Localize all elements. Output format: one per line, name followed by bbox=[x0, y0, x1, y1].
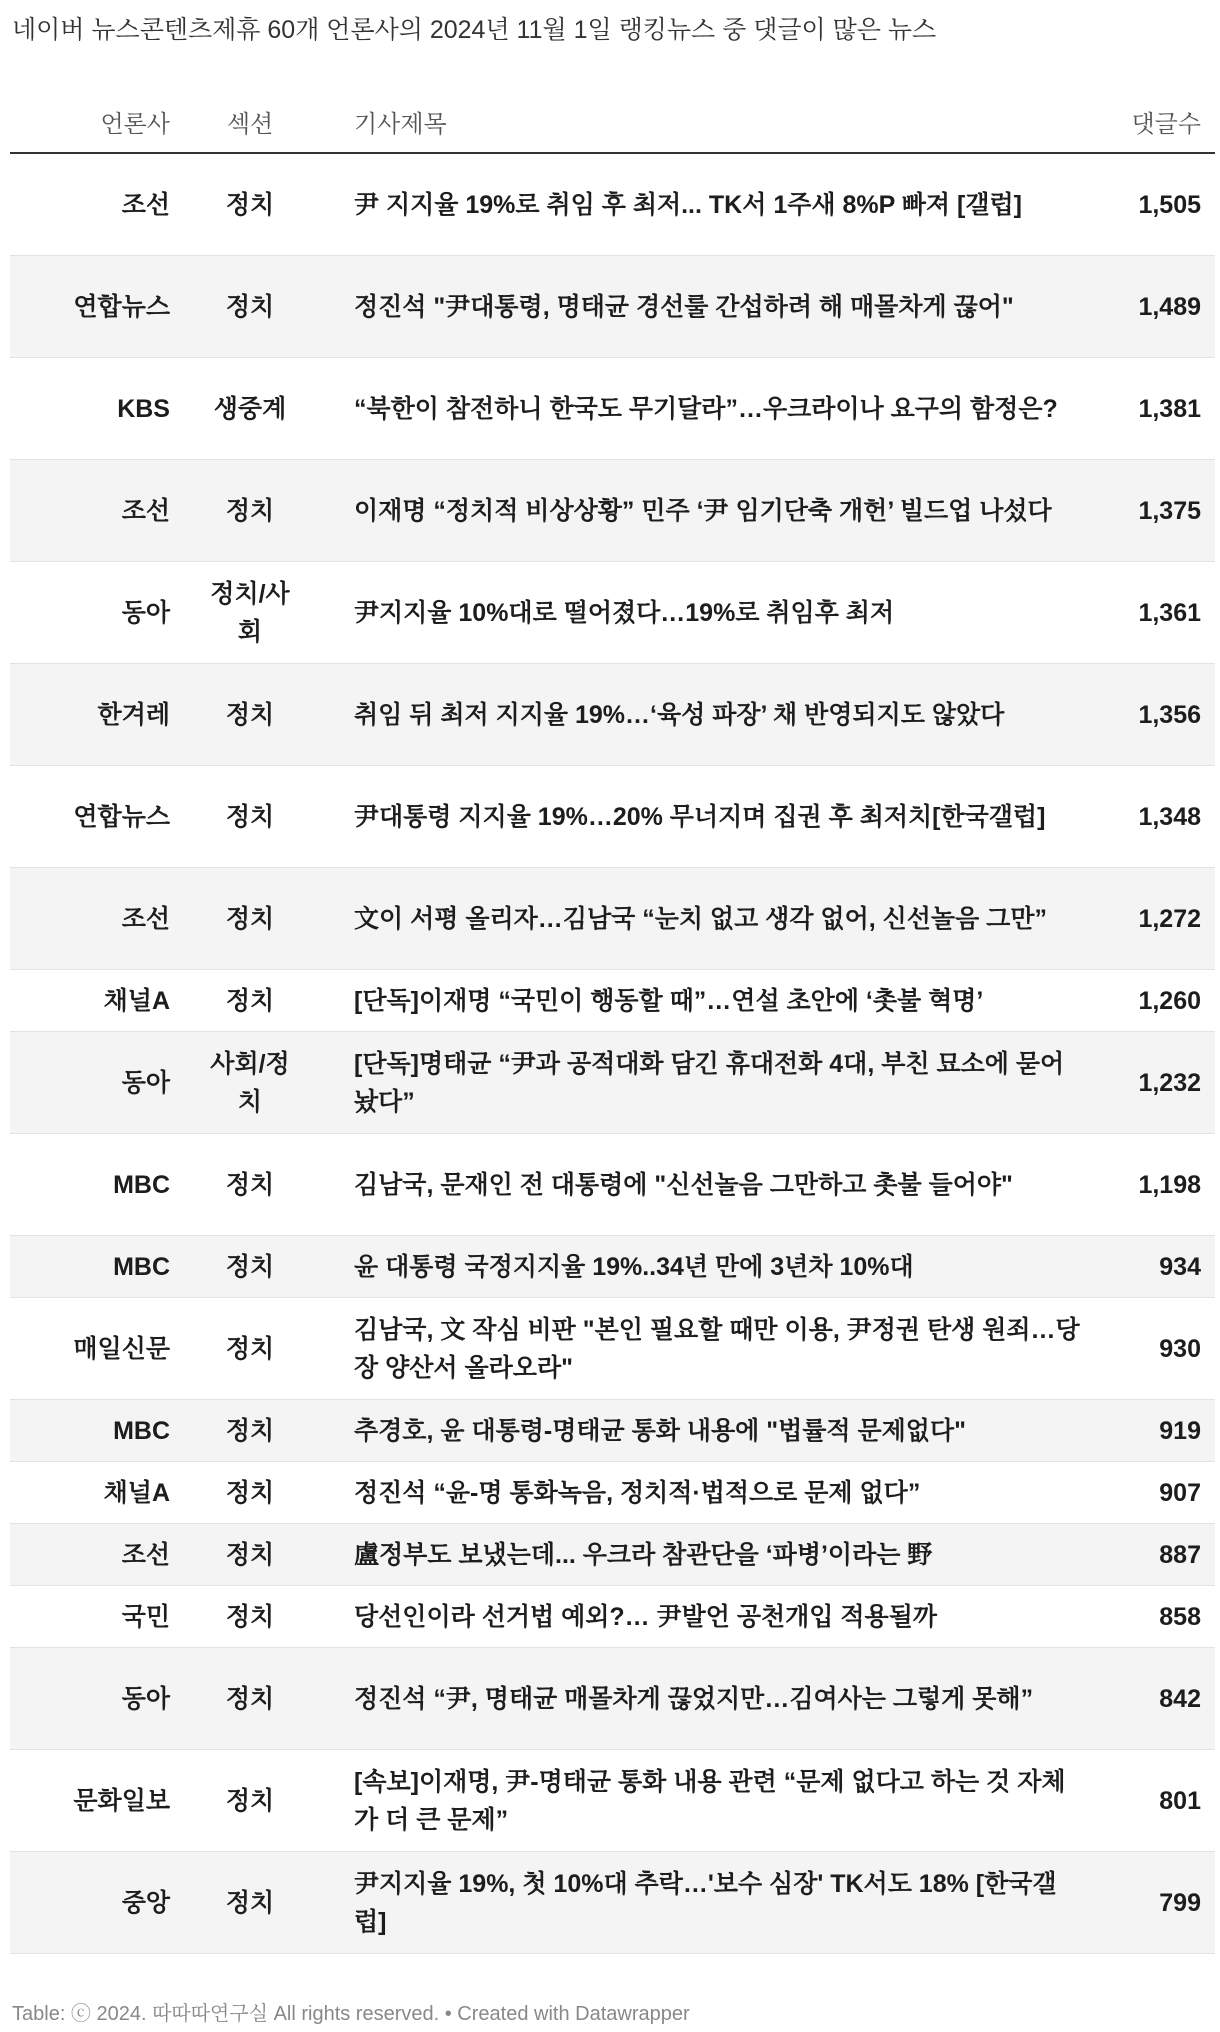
table-row bbox=[10, 868, 1215, 970]
section-text: 정치/사회 bbox=[210, 579, 290, 646]
outlet-cell: MBC bbox=[10, 1400, 170, 1462]
table-row bbox=[10, 460, 1215, 562]
outlet-cell: 중앙 bbox=[10, 1852, 170, 1954]
table-row bbox=[10, 1236, 1215, 1298]
section-text: 정치 bbox=[225, 1540, 275, 1569]
section-cell bbox=[170, 460, 330, 562]
title-cell: 尹대통령 지지율 19%…20% 무너지며 집권 후 최저치[한국갤럽] bbox=[330, 766, 1084, 868]
outlet-cell: 한겨레 bbox=[10, 664, 170, 766]
table-row bbox=[10, 1032, 1215, 1134]
table-row bbox=[10, 153, 1215, 256]
table-row bbox=[10, 1648, 1215, 1750]
section-text: 사회/정치 bbox=[210, 1049, 290, 1116]
title-cell: 윤 대통령 국정지지율 19%..34년 만에 3년차 10%대 bbox=[330, 1236, 1084, 1298]
column-header-section[interactable]: 섹션 bbox=[170, 90, 330, 153]
section-cell bbox=[170, 766, 330, 868]
section-text: 정치 bbox=[225, 1888, 275, 1917]
section-cell bbox=[170, 1462, 330, 1524]
page-title: 네이버 뉴스콘텐츠제휴 60개 언론사의 2024년 11월 1일 랭킹뉴스 중 댓글이 많은 뉴스 bbox=[12, 16, 937, 44]
news-table bbox=[10, 90, 1215, 1954]
outlet-cell: KBS bbox=[10, 358, 170, 460]
section-cell bbox=[170, 256, 330, 358]
comments-cell: 1,356 bbox=[1084, 664, 1215, 766]
outlet-cell: 동아 bbox=[10, 562, 170, 664]
title-cell: 당선인이라 선거법 예외?… 尹발언 공천개입 적용될까 bbox=[330, 1586, 1084, 1648]
comments-cell: 934 bbox=[1084, 1236, 1215, 1298]
section-cell bbox=[170, 1750, 330, 1852]
comments-cell: 1,489 bbox=[1084, 256, 1215, 358]
table-row bbox=[10, 562, 1215, 664]
outlet-cell: 조선 bbox=[10, 868, 170, 970]
section-text: 정치 bbox=[225, 904, 275, 933]
section-text: 정치 bbox=[225, 1478, 275, 1507]
outlet-cell: 조선 bbox=[10, 460, 170, 562]
title-cell: [단독]이재명 “국민이 행동할 때”…연설 초안에 ‘촛불 혁명’ bbox=[330, 970, 1084, 1032]
section-cell bbox=[170, 664, 330, 766]
title-cell: 김남국, 文 작심 비판 "본인 필요할 때만 이용, 尹정권 탄생 원죄…당장 양산서 올라오라" bbox=[330, 1298, 1084, 1400]
comments-cell: 1,198 bbox=[1084, 1134, 1215, 1236]
section-cell bbox=[170, 1400, 330, 1462]
comments-cell: 1,381 bbox=[1084, 358, 1215, 460]
title-cell: [단독]명태균 “尹과 공적대화 담긴 휴대전화 4대, 부친 묘소에 묻어놨다” bbox=[330, 1032, 1084, 1134]
table-row bbox=[10, 1134, 1215, 1236]
title-cell: 盧정부도 보냈는데... 우크라 참관단을 ‘파병’이라는 野 bbox=[330, 1524, 1084, 1586]
comments-cell: 799 bbox=[1084, 1852, 1215, 1954]
comments-cell: 801 bbox=[1084, 1750, 1215, 1852]
section-text: 정치 bbox=[225, 1252, 275, 1281]
outlet-cell: 동아 bbox=[10, 1032, 170, 1134]
comments-cell: 1,260 bbox=[1084, 970, 1215, 1032]
table-footer: Table: ⓒ 2024. 따따따연구실 All rights reserved. • Created with Datawrapper bbox=[12, 2003, 690, 2025]
title-cell: 이재명 “정치적 비상상황” 민주 ‘尹 임기단축 개헌’ 빌드업 나섰다 bbox=[330, 460, 1084, 562]
section-text: 정치 bbox=[225, 496, 275, 525]
title-cell: 尹 지지율 19%로 취임 후 최저... TK서 1주새 8%P 빠져 [갤럽] bbox=[330, 153, 1084, 256]
section-cell bbox=[170, 562, 330, 664]
comments-cell: 1,361 bbox=[1084, 562, 1215, 664]
section-cell bbox=[170, 970, 330, 1032]
title-cell: 정진석 "尹대통령, 명태균 경선룰 간섭하려 해 매몰차게 끊어" bbox=[330, 256, 1084, 358]
title-cell: 추경호, 윤 대통령-명태균 통화 내용에 "법률적 문제없다" bbox=[330, 1400, 1084, 1462]
section-text: 정치 bbox=[225, 1684, 275, 1713]
section-cell bbox=[170, 1648, 330, 1750]
table-row bbox=[10, 1750, 1215, 1852]
column-header-comments[interactable]: 댓글수 bbox=[1084, 90, 1215, 153]
comments-cell: 907 bbox=[1084, 1462, 1215, 1524]
title-cell: 김남국, 문재인 전 대통령에 "신선놀음 그만하고 촛불 들어야" bbox=[330, 1134, 1084, 1236]
table-row bbox=[10, 1524, 1215, 1586]
outlet-cell: 조선 bbox=[10, 153, 170, 256]
outlet-cell: 매일신문 bbox=[10, 1298, 170, 1400]
outlet-cell: 연합뉴스 bbox=[10, 256, 170, 358]
section-text: 정치 bbox=[225, 292, 275, 321]
table-row bbox=[10, 1462, 1215, 1524]
section-cell bbox=[170, 1852, 330, 1954]
outlet-cell: MBC bbox=[10, 1236, 170, 1298]
comments-cell: 842 bbox=[1084, 1648, 1215, 1750]
title-cell: 정진석 “윤-명 통화녹음, 정치적·법적으로 문제 없다” bbox=[330, 1462, 1084, 1524]
comments-cell: 930 bbox=[1084, 1298, 1215, 1400]
table-row bbox=[10, 970, 1215, 1032]
table-header-row bbox=[10, 90, 1215, 153]
section-text: 정치 bbox=[225, 190, 275, 219]
outlet-cell: 연합뉴스 bbox=[10, 766, 170, 868]
comments-cell: 1,375 bbox=[1084, 460, 1215, 562]
section-text: 정치 bbox=[225, 986, 275, 1015]
section-text: 정치 bbox=[225, 1170, 275, 1199]
title-cell: [속보]이재명, 尹-명태균 통화 내용 관련 “문제 없다고 하는 것 자체가 더 큰 문제” bbox=[330, 1750, 1084, 1852]
section-text: 정치 bbox=[225, 1416, 275, 1445]
outlet-cell: 채널A bbox=[10, 970, 170, 1032]
comments-cell: 1,232 bbox=[1084, 1032, 1215, 1134]
title-cell: “북한이 참전하니 한국도 무기달라”…우크라이나 요구의 함정은? bbox=[330, 358, 1084, 460]
outlet-cell: MBC bbox=[10, 1134, 170, 1236]
outlet-cell: 문화일보 bbox=[10, 1750, 170, 1852]
table-row bbox=[10, 256, 1215, 358]
table-row bbox=[10, 766, 1215, 868]
section-cell bbox=[170, 1524, 330, 1586]
comments-cell: 887 bbox=[1084, 1524, 1215, 1586]
section-cell bbox=[170, 868, 330, 970]
comments-cell: 1,505 bbox=[1084, 153, 1215, 256]
title-cell: 尹지지율 10%대로 떨어졌다…19%로 취임후 최저 bbox=[330, 562, 1084, 664]
comments-cell: 1,348 bbox=[1084, 766, 1215, 868]
outlet-cell: 채널A bbox=[10, 1462, 170, 1524]
title-cell: 정진석 “尹, 명태균 매몰차게 끊었지만…김여사는 그렇게 못해” bbox=[330, 1648, 1084, 1750]
section-cell bbox=[170, 153, 330, 256]
table-row bbox=[10, 1852, 1215, 1954]
section-text: 생중계 bbox=[213, 394, 287, 423]
section-cell bbox=[170, 1134, 330, 1236]
outlet-cell: 동아 bbox=[10, 1648, 170, 1750]
title-cell: 文이 서평 올리자…김남국 “눈치 없고 생각 없어, 신선놀음 그만” bbox=[330, 868, 1084, 970]
title-cell: 尹지지율 19%, 첫 10%대 추락…'보수 심장' TK서도 18% [한국갤럽] bbox=[330, 1852, 1084, 1954]
section-cell bbox=[170, 358, 330, 460]
column-header-outlet[interactable]: 언론사 bbox=[10, 90, 170, 153]
table-row bbox=[10, 358, 1215, 460]
section-text: 정치 bbox=[225, 1334, 275, 1363]
table-row bbox=[10, 664, 1215, 766]
comments-cell: 858 bbox=[1084, 1586, 1215, 1648]
table-row bbox=[10, 1586, 1215, 1648]
column-header-title[interactable]: 기사제목 bbox=[330, 90, 1084, 153]
section-cell bbox=[170, 1298, 330, 1400]
title-cell: 취임 뒤 최저 지지율 19%…‘육성 파장’ 채 반영되지도 않았다 bbox=[330, 664, 1084, 766]
section-cell bbox=[170, 1032, 330, 1134]
comments-cell: 919 bbox=[1084, 1400, 1215, 1462]
section-cell bbox=[170, 1586, 330, 1648]
section-cell bbox=[170, 1236, 330, 1298]
section-text: 정치 bbox=[225, 700, 275, 729]
section-text: 정치 bbox=[225, 1602, 275, 1631]
section-text: 정치 bbox=[225, 802, 275, 831]
comments-cell: 1,272 bbox=[1084, 868, 1215, 970]
section-text: 정치 bbox=[225, 1786, 275, 1815]
table-row bbox=[10, 1400, 1215, 1462]
outlet-cell: 조선 bbox=[10, 1524, 170, 1586]
table-row bbox=[10, 1298, 1215, 1400]
outlet-cell: 국민 bbox=[10, 1586, 170, 1648]
